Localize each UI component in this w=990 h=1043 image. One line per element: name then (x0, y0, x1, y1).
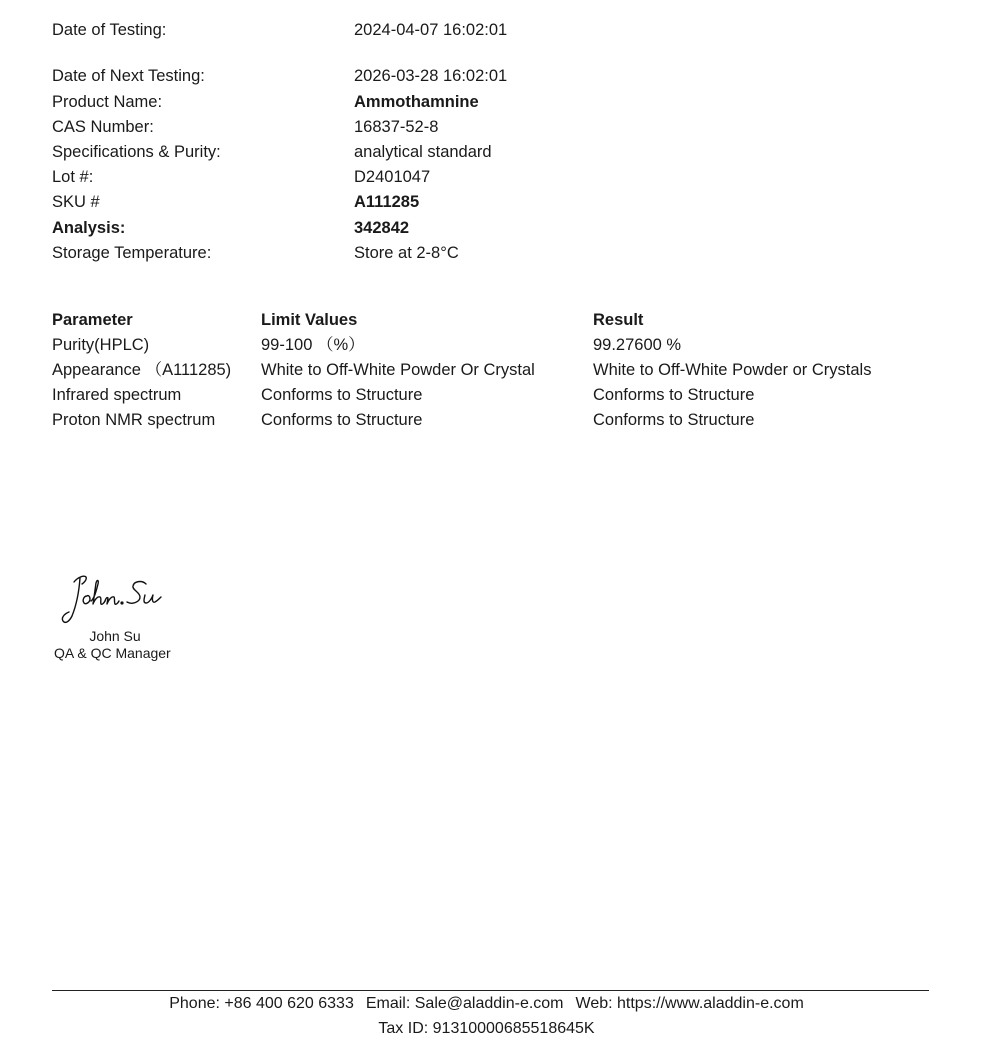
footer-tax-id (0, 1018, 973, 1040)
footer-phone: Phone: +86 400 620 6333 (169, 995, 354, 1012)
cell-result: Conforms to Structure (593, 411, 755, 429)
cell-limit: Conforms to Structure (261, 411, 423, 429)
lot-value: D2401047 (354, 168, 431, 186)
sku-label: SKU # (52, 193, 100, 211)
cell-parameter: Purity(HPLC) (52, 336, 150, 354)
cell-parameter: Appearance （A111285) (52, 361, 232, 379)
product-name-value: Ammothamnine (354, 93, 479, 111)
lot-row (52, 165, 932, 189)
date-of-testing-label: Date of Testing: (52, 21, 167, 39)
footer-contact (0, 993, 973, 1015)
cell-limit: Conforms to Structure (261, 386, 423, 404)
table-row (52, 358, 932, 383)
tax-id-text: Tax ID: 91310000685518645K (378, 1020, 595, 1037)
lot-label: Lot #: (52, 168, 94, 186)
cas-number-value: 16837-52-8 (354, 118, 439, 136)
handwritten-signature (60, 568, 180, 630)
signature-block (52, 568, 232, 668)
date-of-next-testing-value: 2026-03-28 16:02:01 (354, 67, 508, 85)
cell-limit: 99-100 （%） (261, 336, 365, 354)
signer-name: John Su (89, 628, 141, 644)
table-header-row (52, 308, 932, 333)
storage-temperature-row (52, 241, 932, 265)
header-parameter: Parameter (52, 311, 133, 329)
product-name-label: Product Name: (52, 93, 163, 111)
table-row (52, 408, 932, 433)
header-limit-values: Limit Values (261, 311, 358, 329)
specifications-label: Specifications & Purity: (52, 143, 221, 161)
analysis-value: 342842 (354, 219, 410, 237)
footer-divider (52, 990, 929, 991)
table-row (52, 383, 932, 408)
specifications-row (52, 140, 932, 164)
footer-web[interactable]: Web: https://www.aladdin-e.com (575, 995, 804, 1012)
cell-result: White to Off-White Powder or Crystals (593, 361, 872, 379)
cell-limit: White to Off-White Powder Or Crystal (261, 361, 535, 379)
date-of-testing-row (52, 18, 932, 42)
cell-parameter: Infrared spectrum (52, 386, 182, 404)
results-table (52, 308, 932, 433)
date-of-next-testing-row (52, 64, 932, 88)
signer-title: QA & QC Manager (54, 645, 171, 661)
cas-number-label: CAS Number: (52, 118, 154, 136)
cell-result: 99.27600 % (593, 336, 682, 354)
cas-number-row (52, 115, 932, 139)
footer-email[interactable]: Email: Sale@aladdin-e.com (365, 995, 564, 1012)
date-of-testing-value: 2024-04-07 16:02:01 (354, 21, 508, 39)
table-row (52, 333, 932, 358)
analysis-label: Analysis: (52, 219, 126, 237)
date-of-next-testing-label: Date of Next Testing: (52, 67, 205, 85)
cell-result: Conforms to Structure (593, 386, 755, 404)
product-name-row (52, 90, 932, 114)
storage-temperature-value: Store at 2-8°C (354, 244, 459, 262)
cell-parameter: Proton NMR spectrum (52, 411, 216, 429)
analysis-row (52, 216, 932, 240)
sku-row (52, 190, 932, 214)
storage-temperature-label: Storage Temperature: (52, 244, 212, 262)
sku-value: A111285 (354, 193, 420, 211)
specifications-value: analytical standard (354, 143, 492, 161)
header-result: Result (593, 311, 644, 329)
